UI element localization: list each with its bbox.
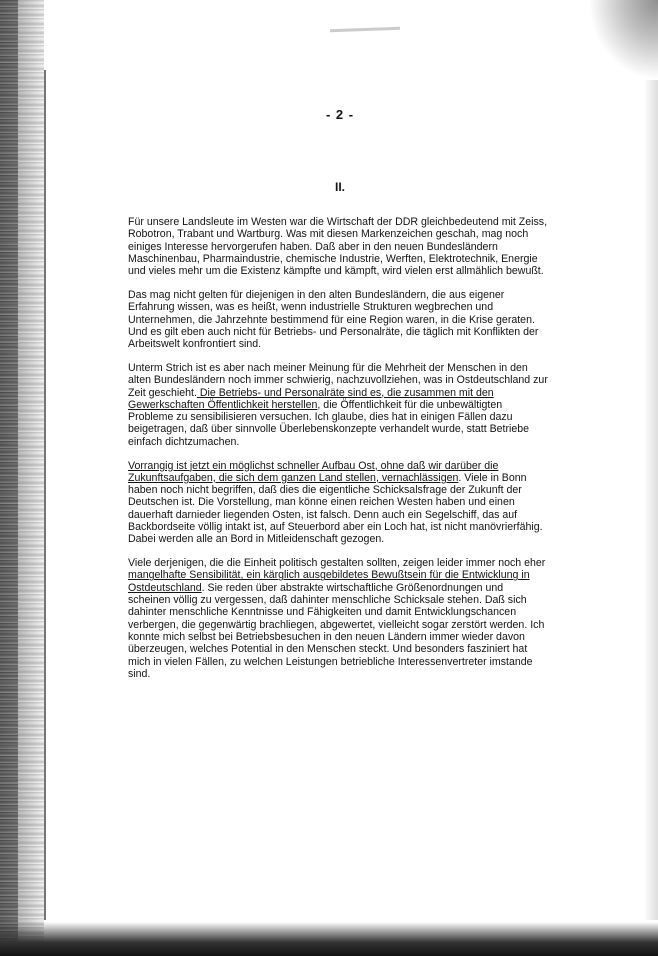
paragraph-3 (128, 362, 548, 448)
paragraph-5-text: Viele derjenigen, die die Einheit politisch gestalten sollten, zeigen leider immer noch eher (128, 557, 546, 570)
paragraph-2 (128, 289, 548, 350)
scan-shadow-left-dark (0, 0, 18, 956)
paragraph-4-underlined-text: Vorrangig ist jetzt ein möglichst schneller Aufbau Ost, ohne daß wir darüber die Zukunftsaufgaben, die sich dem ganzen Land stellen, vernachlässigen (128, 459, 499, 484)
page-number: - 2 - (325, 107, 355, 122)
paragraph-4-text: . Viele in Bonn haben noch nicht begriffen, daß dies die eigentliche Schicksalsfrage der Zukunft der Deutschen ist. Die Vorstellung, man könne einen reichen Westen haben und einen dauerhaft darnieder liegenden Osten, ist falsch. Denn auch ein Segelschiff, das auf Backbordseite völlig intakt ist, auf Steuerbord aber ein Loch hat, ist nicht manövrierfähig. Dabei werden alle an Bord in Mitleidenschaft gezogen. (128, 471, 543, 546)
paragraph-2-text: Das mag nicht gelten für diejenigen in den alten Bundesländern, die aus eigener Erfahrung wissen, was es heißt, wenn industrielle Strukturen wegbrechen und Unternehmen, die Jahrzehnte bestimmend für eine Region waren, in die Krise geraten. Und es gilt eben auch nicht für Betriebs- und Personalräte, die täglich mit Konflikten der Arbeitswelt konfrontiert sind. (128, 288, 539, 351)
scan-smudge (330, 27, 400, 32)
document-body (128, 216, 548, 692)
paragraph-1 (128, 216, 548, 277)
paragraph-3-text: Unterm Strich ist es aber nach meiner Meinung für die Mehrheit der Menschen in den alten Bundesländern noch immer schwierig, nachzuvollziehen, was in Ostdeutschland zur Zeit geschieht. (128, 361, 548, 399)
paragraph-3-underlined-text: Die Betriebs- und Personalräte sind es, die zusammen mit den Gewerkschaften Öffentlichkeit herstellen (128, 386, 494, 411)
scan-shadow-bottom (0, 922, 658, 956)
page-margin-line (44, 70, 46, 920)
paragraph-5-text-continued: . Sie reden über abstrakte wirtschaftliche Größenordnungen und scheinen völlig zu vergessen, daß dahinter menschliche Schicksale stehen. Daß sich dahinter menschliche Kenntnisse und Fähigkeiten und damit Entwicklungschancen verbergen, die gegenwärtig brachliegen, abgewertet, vielleicht sogar zerstört werden. Ich konnte mich selbst bei Betriebsbesuchen in den neuen Ländern immer wieder davon überzeugen, welches Potential in den Menschen steckt. Und besonders fasziniert hat mich in vielen Fällen, zu welchen Leistungen betriebliche Interessenvertreter imstande sind. (128, 581, 545, 680)
paragraph-4 (128, 460, 548, 546)
paragraph-5-underlined-text: mangelhafte Sensibilität, ein kärglich ausgebildetes Bewußtsein für die Entwicklung in Ostdeutschland (128, 569, 530, 594)
paragraph-1-text: Für unsere Landsleute im Westen war die Wirtschaft der DDR gleichbedeutend mit Zeiss, Robotron, Trabant und Wartburg. Was mit diesen Markenzeichen geschah, mag noch einiges Interesse hervorgerufen haben. Daß aber in den neuen Bundesländern Maschinenbau, Pharmaindustrie, chemische Industrie, Werften, Elektrotechnik, Energie und vieles mehr um die Existenz kämpfte und kämpft, wird vielen erst allmählich bewußt. (128, 216, 548, 278)
scan-shadow-right (644, 80, 658, 920)
section-heading: II. (334, 180, 345, 194)
paragraph-5 (128, 557, 548, 680)
paragraph-3-text-continued: , die Öffentlichkeit für die unbewältigten Probleme zu sensibilisieren versuchen. Ich glaube, dies hat in einigen Fällen dazu beigetragen, daß über sinnvolle Überlebenskonzepte verhandelt wurde, statt Betriebe einfach dichtzumachen. (128, 398, 530, 448)
scan-shadow-top-right (588, 0, 658, 80)
